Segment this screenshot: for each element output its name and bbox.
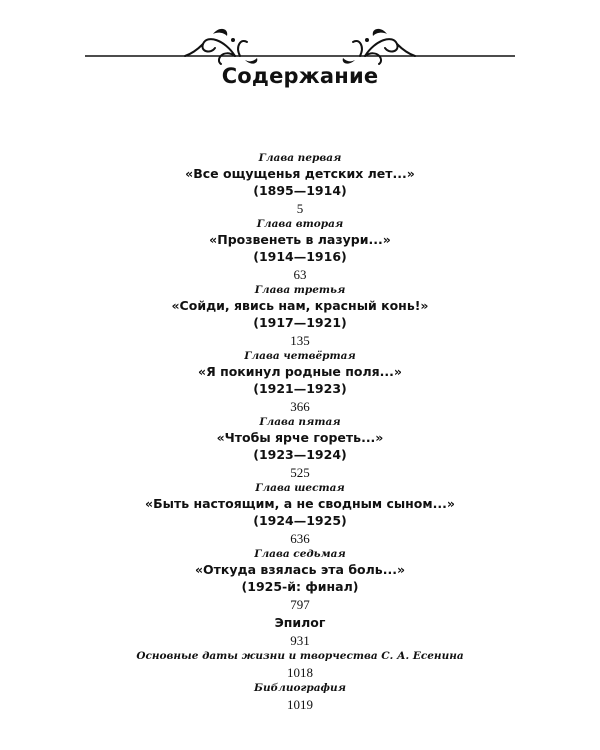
chapter-years: (1917—1921)	[253, 315, 347, 330]
dates-page-number: 1018	[287, 665, 313, 680]
chapter-page-number: 366	[290, 399, 310, 414]
flourish-divider-icon	[85, 20, 515, 70]
bibliography-page-number: 1019	[287, 697, 313, 712]
chapter-title: «Быть настоящим, а не сводным сыном...»	[145, 496, 455, 511]
chapter-label: Глава вторая	[256, 218, 344, 230]
toc-entry-bibliography[interactable]	[0, 682, 600, 714]
chapter-label: Глава четвёртая	[244, 350, 356, 362]
chapter-years: (1921—1923)	[253, 381, 347, 396]
epilogue-page-number: 931	[290, 633, 310, 648]
chapter-years: (1914—1916)	[253, 249, 347, 264]
toc-entry-chapter-2[interactable]	[0, 218, 600, 284]
table-of-contents	[0, 152, 600, 714]
chapter-years: (1925-й: финал)	[241, 579, 359, 594]
chapter-years: (1923—1924)	[253, 447, 347, 462]
chapter-page-number: 135	[290, 333, 310, 348]
bibliography-title: Библиография	[253, 682, 347, 694]
chapter-title: «Я покинул родные поля...»	[198, 364, 402, 379]
chapter-label: Глава седьмая	[254, 548, 346, 560]
chapter-title: «Все ощущенья детских лет...»	[185, 166, 415, 181]
chapter-years: (1924—1925)	[253, 513, 347, 528]
chapter-label: Глава третья	[254, 284, 346, 296]
chapter-page-number: 5	[296, 201, 304, 216]
chapter-title: «Откуда взялась эта боль...»	[194, 562, 406, 577]
toc-entry-chapter-4[interactable]	[0, 350, 600, 416]
epilogue-title: Эпилог	[274, 615, 326, 630]
toc-entry-chapter-6[interactable]	[0, 482, 600, 548]
chapter-page-number: 636	[290, 531, 310, 546]
chapter-title: «Чтобы ярче гореть...»	[216, 430, 384, 445]
toc-entry-chapter-7[interactable]	[0, 548, 600, 614]
chapter-label: Глава шестая	[255, 482, 345, 494]
chapter-title: «Прозвенеть в лазури...»	[209, 232, 391, 247]
page-title: Содержание	[221, 64, 379, 88]
dates-title: Основные даты жизни и творчества С. А. Есенина	[136, 650, 464, 662]
chapter-label: Глава пятая	[259, 416, 341, 428]
toc-entry-dates[interactable]	[0, 650, 600, 682]
chapter-page-number: 63	[293, 267, 307, 282]
toc-entry-chapter-5[interactable]	[0, 416, 600, 482]
chapter-page-number: 797	[290, 597, 310, 612]
chapter-label: Глава первая	[258, 152, 342, 164]
chapter-years: (1895—1914)	[253, 183, 347, 198]
toc-entry-chapter-1[interactable]	[0, 152, 600, 218]
chapter-title: «Сойди, явись нам, красный конь!»	[171, 298, 429, 313]
toc-entry-epilogue[interactable]	[0, 614, 600, 650]
toc-entry-chapter-3[interactable]	[0, 284, 600, 350]
chapter-page-number: 525	[290, 465, 310, 480]
